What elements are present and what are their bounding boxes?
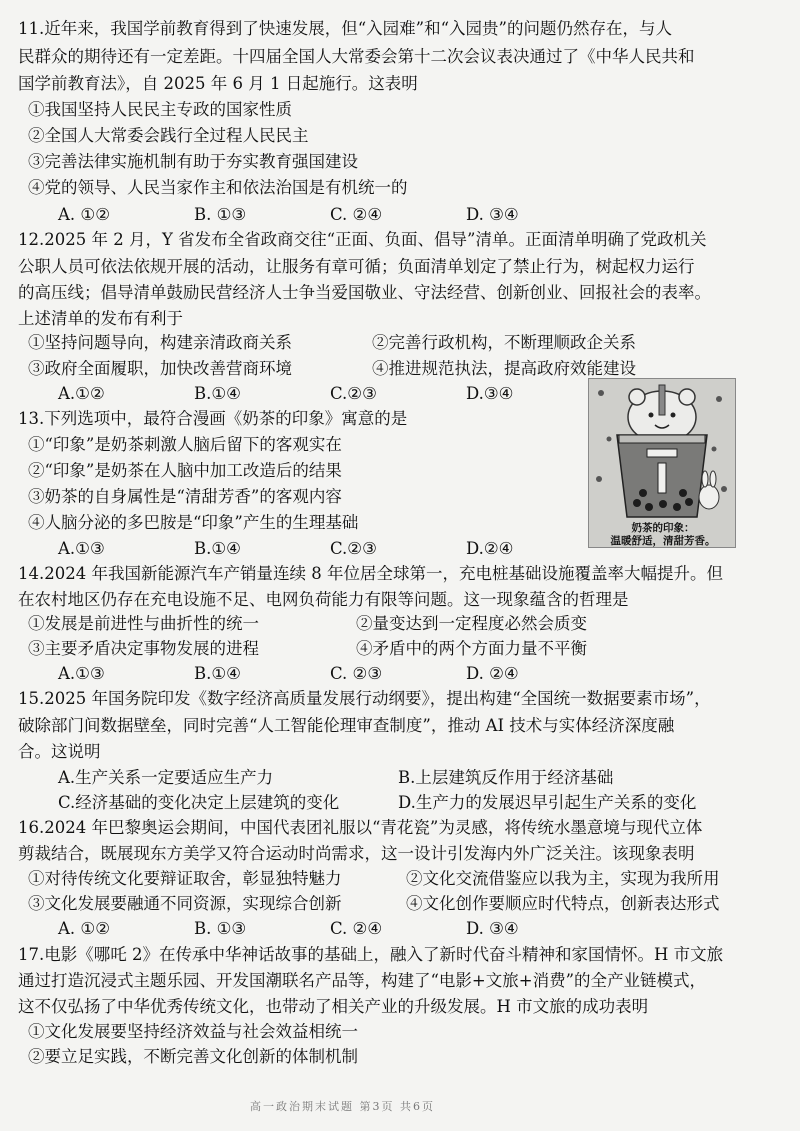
q16-statement-4: ④文化创作要顺应时代特点，创新表达形式 (406, 894, 720, 913)
q11-option-b[interactable]: B. ①③ (194, 205, 247, 224)
q15-stem-line-1: 15.2025 年国务院印发《数字经济高质量发展行动纲要》，提出构建“全国统一数据要素市场”， (18, 689, 711, 708)
q16-option-a[interactable]: A. ①② (58, 919, 110, 938)
q12-statement-3: ③政府全面履职，加快改善营商环境 (28, 359, 292, 378)
q15-stem-line-3: 合。这说明 (18, 742, 101, 761)
q13-option-c[interactable]: C.②③ (330, 539, 377, 558)
q13-option-b[interactable]: B.①④ (194, 539, 241, 558)
q11-statement-3: ③完善法律实施机制有助于夯实教育强国建设 (28, 152, 358, 171)
q16-statement-2: ②文化交流借鉴应以我为主，实现为我所用 (406, 869, 720, 888)
q16-option-d[interactable]: D. ③④ (466, 919, 519, 938)
q16-stem-line-2: 剪裁结合，既展现东方美学又符合运动时尚需求，这一设计引发海内外广泛关注。该现象表明 (18, 844, 695, 863)
q14-option-a[interactable]: A.①③ (58, 664, 105, 683)
q11-option-d[interactable]: D. ③④ (466, 205, 519, 224)
page-footer: 高一政治期末试题 第3页 共6页 (250, 1100, 435, 1113)
q12-stem-line-1: 12.2025 年 2 月，Y 省发布全省政商交往“正面、负面、倡导”清单。正面清单明确了党政机关 (18, 230, 707, 249)
q17-statement-1: ①文化发展要坚持经济效益与社会效益相统一 (28, 1022, 358, 1041)
q12-options (58, 383, 602, 405)
q14-stem-line-1: 14.2024 年我国新能源汽车产销量连续 8 年位居全球第一，充电桩基础设施覆盖率大幅提升。但 (18, 564, 723, 583)
q11-stem-line-3: 国学前教育法》，自 2025 年 6 月 1 日起施行。这表明 (18, 74, 418, 93)
q12-option-a[interactable]: A.①② (58, 384, 105, 403)
q13-statement-4: ④人脑分泌的多巴胺是“印象”产生的生理基础 (28, 513, 359, 532)
q13-option-a[interactable]: A.①③ (58, 539, 105, 558)
q12-option-d[interactable]: D.③④ (466, 384, 514, 403)
q11-statement-1: ①我国坚持人民民主专政的国家性质 (28, 100, 292, 119)
q12-stem-line-2: 公职人员可依法依规开展的活动，让服务有章可循；负面清单划定了禁止行为，树起权力运行 (18, 257, 695, 276)
q16-statement-3: ③文化发展要融通不同资源，实现综合创新 (28, 894, 342, 913)
q12-statement-2: ②完善行政机构，不断理顺政企关系 (372, 333, 636, 352)
q12-option-c[interactable]: C.②③ (330, 384, 377, 403)
q16-statement-1: ①对待传统文化要辩证取舍，彰显独特魅力 (28, 869, 342, 888)
q13-options (58, 538, 602, 560)
q15-option-d[interactable]: D.生产力的发展迟早引起生产关系的变化 (398, 793, 697, 812)
q14-statement-2: ②量变达到一定程度必然会质变 (356, 614, 587, 633)
q14-option-c[interactable]: C. ②③ (330, 664, 383, 683)
q13-stem-line-1: 13.下列选项中，最符合漫画《奶茶的印象》寓意的是 (18, 409, 408, 428)
q16-stem-line-1: 16.2024 年巴黎奥运会期间，中国代表团礼服以“青花瓷”为灵感，将传统水墨意境与现代立体 (18, 818, 703, 837)
q16-option-b[interactable]: B. ①③ (194, 919, 247, 938)
q17-statement-2: ②要立足实践，不断完善文化创新的体制机制 (28, 1047, 358, 1066)
q13-statement-1: ①“印象”是奶茶刺激人脑后留下的客观实在 (28, 435, 342, 454)
q11-options (58, 204, 602, 226)
q11-stem-line-2: 民群众的期待还有一定差距。十四届全国人大常委会第十二次会议表决通过了《中华人民共和 (18, 47, 695, 66)
q11-statement-4: ④党的领导、人民当家作主和依法治国是有机统一的 (28, 178, 408, 197)
q16-option-c[interactable]: C. ②④ (330, 919, 383, 938)
q14-stem-line-2: 在农村地区仍存在充电设施不足、电网负荷能力有限等问题。这一现象蕴含的哲理是 (18, 590, 629, 609)
q14-statement-3: ③主要矛盾决定事物发展的进程 (28, 639, 259, 658)
q12-stem-line-4: 上述清单的发布有利于 (18, 309, 183, 328)
q13-statement-3: ③奶茶的自身属性是“清甜芳香”的客观内容 (28, 487, 342, 506)
q14-options (58, 663, 602, 685)
q15-option-b[interactable]: B.上层建筑反作用于经济基础 (398, 768, 614, 787)
q13-statement-2: ②“印象”是奶茶在人脑中加工改造后的结果 (28, 461, 342, 480)
q16-options (58, 918, 602, 940)
q17-stem-line-1: 17.电影《哪吒 2》在传承中华神话故事的基础上，融入了新时代奋斗精神和家国情怀。H 市文旅 (18, 945, 724, 964)
q11-statement-2: ②全国人大常委会践行全过程人民民主 (28, 126, 309, 145)
q17-stem-line-3: 这不仅弘扬了中华优秀传统文化，也带动了相关产业的升级发展。H 市文旅的成功表明 (18, 997, 649, 1016)
q15-option-a[interactable]: A.生产关系一定要适应生产力 (58, 768, 274, 787)
q12-stem-line-3: 的高压线；倡导清单鼓励民营经济人士争当爱国敬业、守法经营、创新创业、回报社会的表率。 (18, 283, 711, 302)
q11-option-c[interactable]: C. ②④ (330, 205, 383, 224)
comic-caption (598, 522, 728, 548)
q12-statement-1: ①坚持问题导向，构建亲清政商关系 (28, 333, 292, 352)
q15-option-c[interactable]: C.经济基础的变化决定上层建筑的变化 (58, 793, 340, 812)
q17-stem-line-2: 通过打造沉浸式主题乐园、开发国潮联名产品等，构建了“电影+文旅+消费”的全产业链模式， (18, 971, 707, 990)
comic-caption-line-2: 温暖舒适，清甜芳香。 (610, 535, 716, 547)
q11-option-a[interactable]: A. ①② (58, 205, 110, 224)
q14-statement-4: ④矛盾中的两个方面力量不平衡 (356, 639, 587, 658)
q13-option-d[interactable]: D.②④ (466, 539, 514, 558)
q14-option-b[interactable]: B.①④ (194, 664, 241, 683)
q15-stem-line-2: 破除部门间数据壁垒，同时完善“人工智能伦理审查制度”，推动 AI 技术与实体经济深度融 (18, 716, 675, 735)
q12-option-b[interactable]: B.①④ (194, 384, 241, 403)
q12-statement-4: ④推进规范执法，提高政府效能建设 (372, 359, 636, 378)
q14-statement-1: ①发展是前进性与曲折性的统一 (28, 614, 259, 633)
comic-caption-line-1: 奶茶的印象： (631, 522, 695, 534)
q14-option-d[interactable]: D. ②④ (466, 664, 519, 683)
q11-stem-line-1: 11.近年来，我国学前教育得到了快速发展，但“入园难”和“入园贵”的问题仍然存在，与人 (18, 19, 672, 38)
